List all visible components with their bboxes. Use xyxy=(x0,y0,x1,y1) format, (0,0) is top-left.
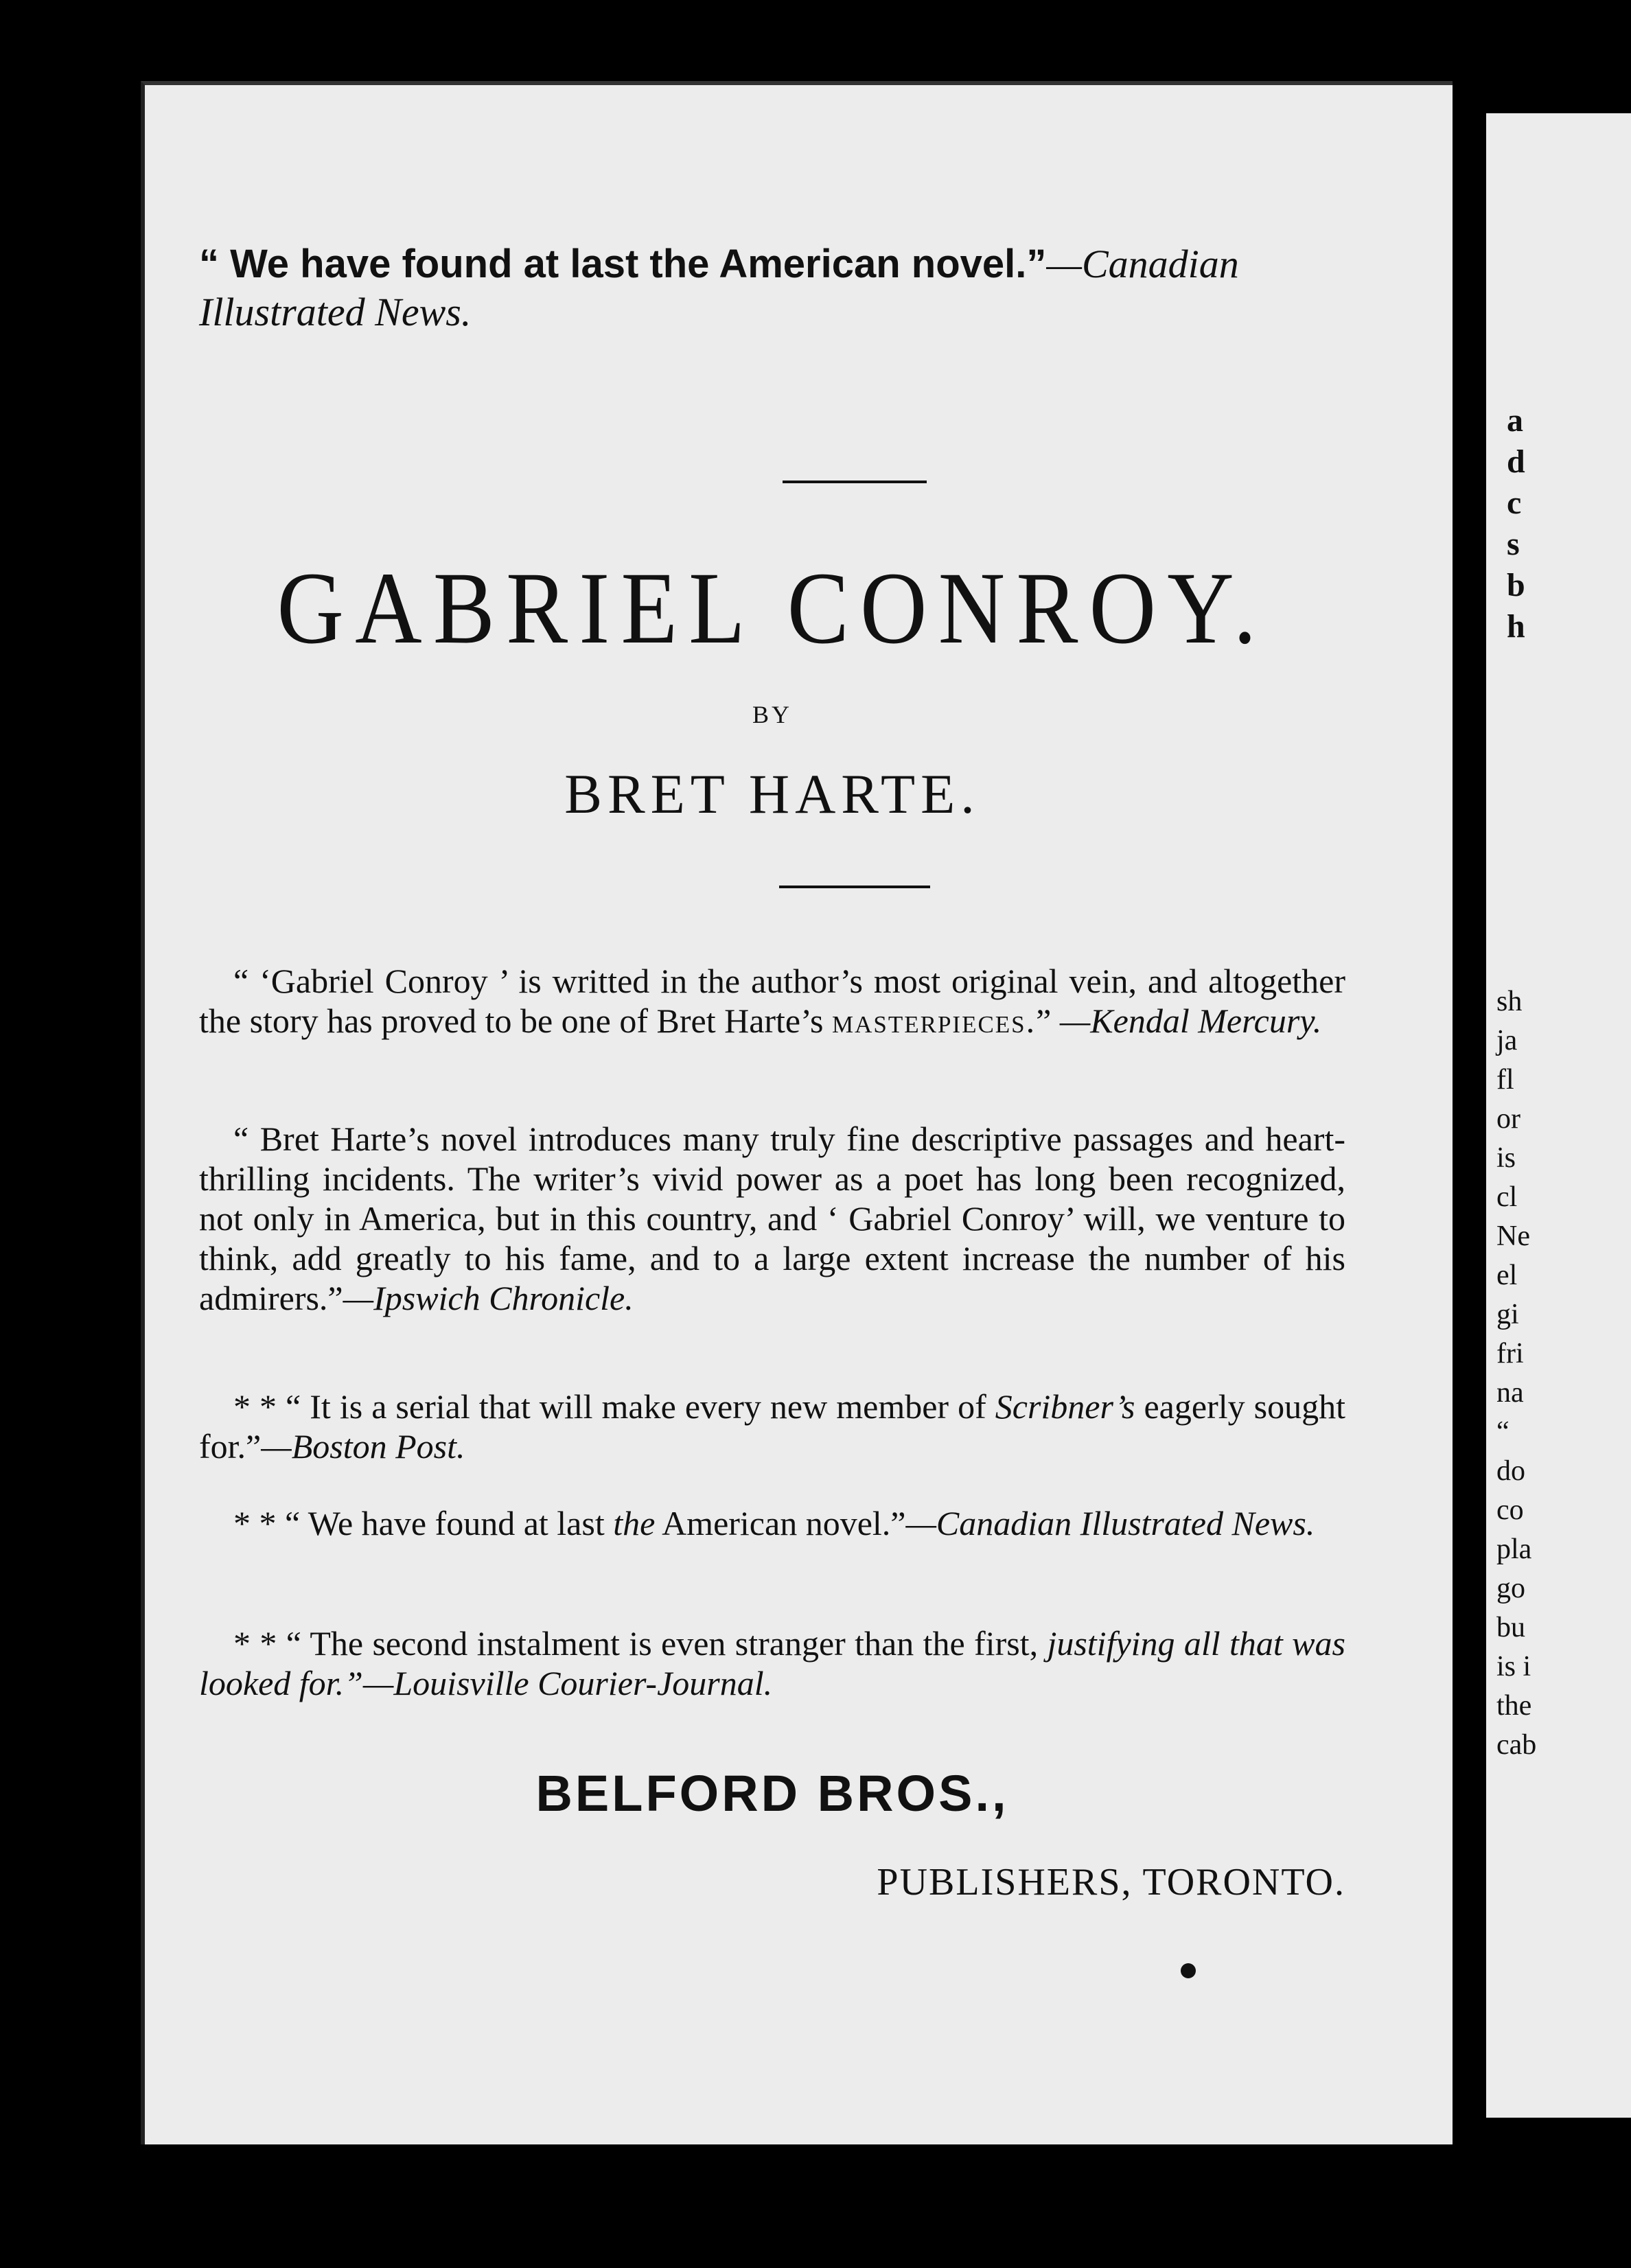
facing-page-fragment-text: or xyxy=(1496,1103,1520,1135)
facing-page-fragment-text: el xyxy=(1496,1260,1518,1291)
facing-page-fragment-text: b xyxy=(1507,567,1525,603)
by-label: BY xyxy=(752,701,792,728)
facing-page-fragment-text: h xyxy=(1507,608,1525,645)
book-page xyxy=(141,81,1453,2144)
facing-page-fragment-text: the xyxy=(1496,1690,1532,1722)
facing-page-fragment xyxy=(1486,113,1631,2118)
facing-page-fragment-text: co xyxy=(1496,1494,1524,1526)
facing-page-fragment-text: cl xyxy=(1496,1181,1518,1213)
facing-page-fragment-text: go xyxy=(1496,1573,1525,1604)
facing-page-fragment-text: is xyxy=(1496,1142,1516,1174)
facing-page-fragment-text: is i xyxy=(1496,1651,1531,1682)
facing-page-fragment-text: a xyxy=(1507,402,1523,439)
ornament-dot xyxy=(1181,1963,1196,1978)
book-title: GABRIEL CONROY. xyxy=(277,551,1268,665)
facing-page-fragment-text: “ xyxy=(1496,1416,1509,1448)
review-canadian: * * “ We have found at last the American novel.”—Canadian Illustrated News. xyxy=(233,1504,1315,1542)
divider-top xyxy=(783,481,927,483)
facing-page-fragment-text: fri xyxy=(1496,1338,1524,1369)
facing-page-fragment-text: Ne xyxy=(1496,1220,1530,1252)
divider-bottom xyxy=(779,886,930,888)
epigraph-quote: “ We have found at last the American novel.” xyxy=(199,242,1047,286)
facing-page-fragment-text: c xyxy=(1507,485,1522,521)
book-author: BRET HARTE. xyxy=(564,763,980,825)
facing-page-fragment-text: pla xyxy=(1496,1534,1532,1565)
facing-page-fragment-text: do xyxy=(1496,1455,1525,1487)
facing-page-fragment-text: sh xyxy=(1496,986,1523,1017)
publisher-name: BELFORD BROS., xyxy=(535,1765,1009,1822)
epigraph xyxy=(199,240,1345,336)
review-boston: * * “ It is a serial that will make every new member of Scribner’s eagerly sought for.”—Boston Post. xyxy=(199,1387,1345,1466)
facing-page-fragment-text: na xyxy=(1496,1377,1524,1409)
facing-page-fragment-text: bu xyxy=(1496,1612,1525,1643)
review-ipswich: “ Bret Harte’s novel introduces many truly fine descriptive passages and heart-thrilling incidents. The writer’s vivid power as a poet has long been recognized, not only in America, but in this country, and ‘ Gabriel Conroy’ will, we venture to think, add greatly to his fame, and to a large extent increase the number of his admirers.”—Ipswich Chronicle. xyxy=(199,1120,1345,1317)
facing-page-fragment-text: d xyxy=(1507,443,1525,480)
facing-page-fragment-text: fl xyxy=(1496,1064,1514,1096)
facing-page-fragment-text: s xyxy=(1507,526,1520,562)
review-louisville: * * “ The second instalment is even stranger than the first, justifying all that was looked for.”—Louisville Courier-Journal. xyxy=(199,1624,1345,1702)
facing-page-fragment-text: gi xyxy=(1496,1299,1519,1330)
facing-page-fragment-text: cab xyxy=(1496,1729,1537,1761)
review-kendal: “ ‘Gabriel Conroy ’ is writted in the author’s most original vein, and altogether the story has proved to be one of Bret Harte’s masterpieces.” —Kendal Mercury. xyxy=(199,962,1345,1040)
publisher-location: PUBLISHERS, TORONTO. xyxy=(877,1861,1345,1903)
epigraph-source: —Canadian Illustrated News. xyxy=(199,242,1239,334)
facing-page-fragment-text: ja xyxy=(1496,1025,1518,1056)
